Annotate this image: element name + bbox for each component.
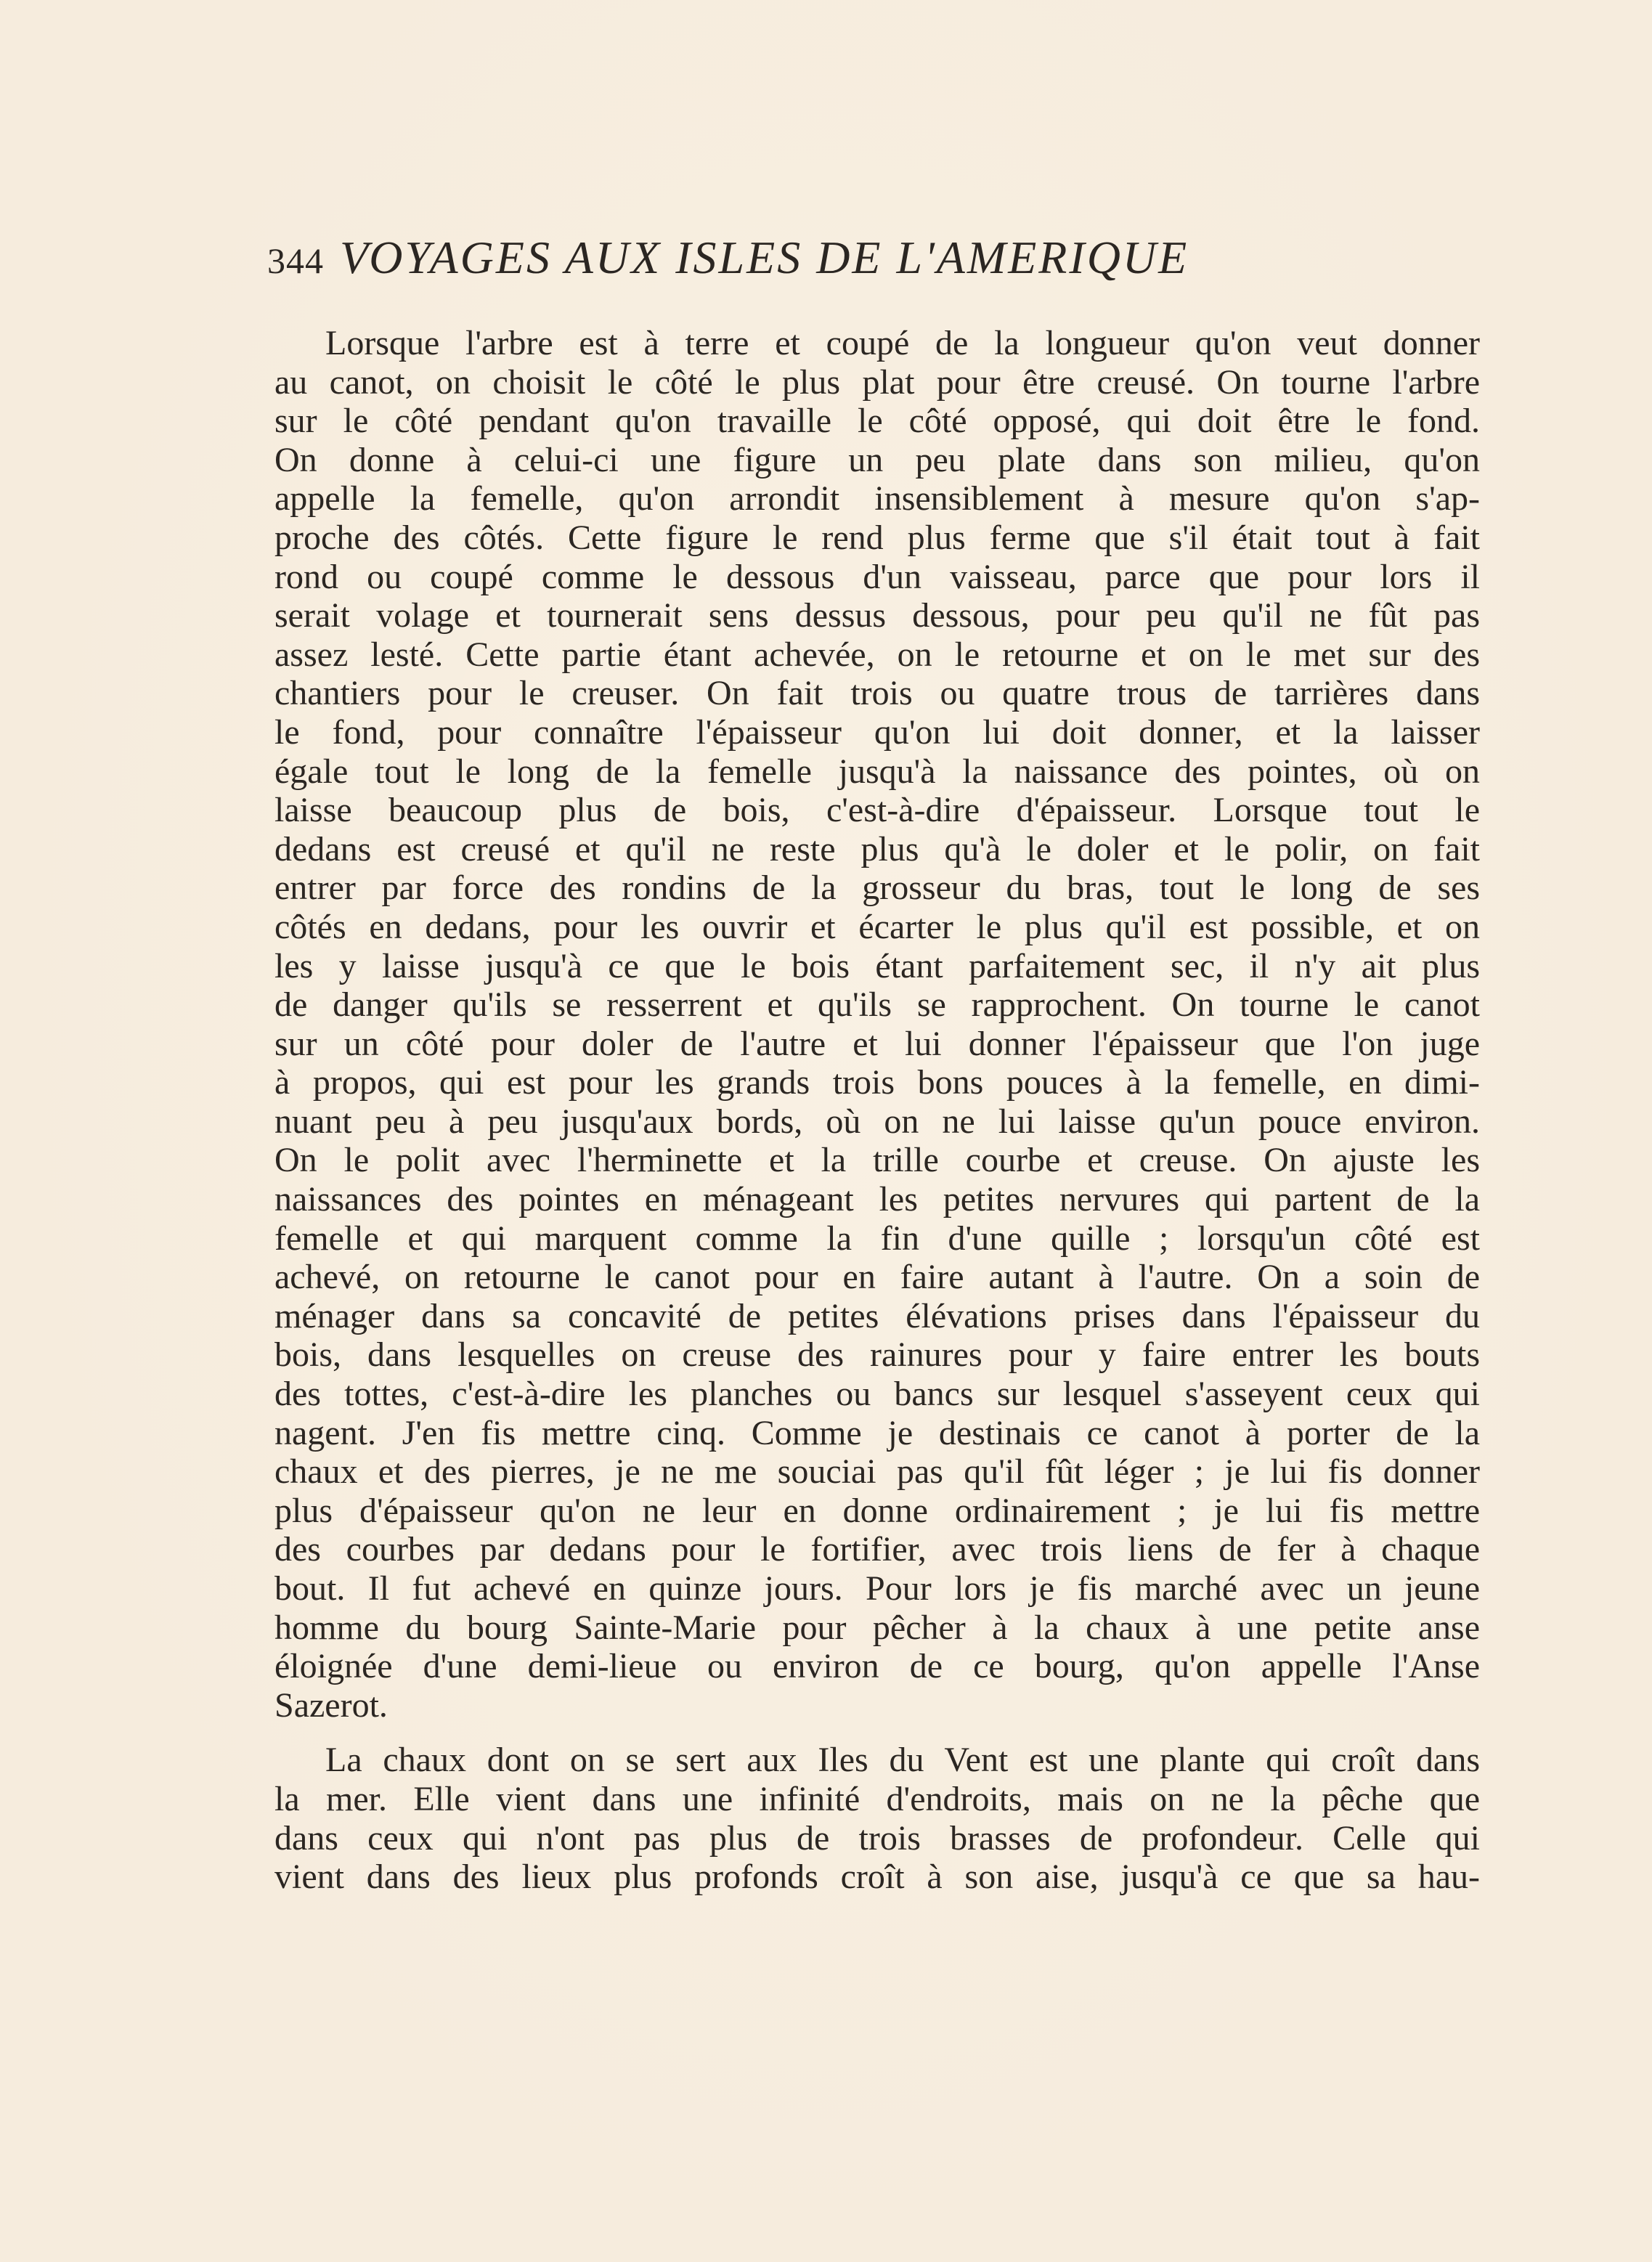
text-line: entrer par force des rondins de la grosseur du bras, tout le long de ses bbox=[274, 868, 1480, 908]
text-line: On donne à celui-ci une figure un peu plate dans son milieu, qu'on bbox=[274, 440, 1480, 479]
text-line: proche des côtés. Cette figure le rend plus ferme que s'il était tout à fait bbox=[274, 518, 1480, 557]
text-line: homme du bourg Sainte-Marie pour pêcher à la chaux à une petite anse bbox=[274, 1608, 1480, 1647]
paragraph-gap bbox=[274, 1725, 1480, 1741]
text-line: à propos, qui est pour les grands trois bons pouces à la femelle, en dimi- bbox=[274, 1063, 1480, 1102]
text-line: Sazerot. bbox=[274, 1685, 388, 1725]
text-line: côtés en dedans, pour les ouvrir et écarter le plus qu'il est possible, et on bbox=[274, 907, 1480, 946]
body-text bbox=[274, 324, 1480, 1897]
text-line: nagent. J'en fis mettre cinq. Comme je destinais ce canot à porter de la bbox=[274, 1413, 1480, 1452]
text-line: La chaux dont on se sert aux Iles du Vent est une plante qui croît dans bbox=[325, 1741, 1480, 1780]
page-number: 344 bbox=[267, 240, 324, 281]
text-line: sur un côté pour doler de l'autre et lui donner l'épaisseur que l'on juge bbox=[274, 1024, 1480, 1063]
text-line: au canot, on choisit le côté le plus plat pour être creusé. On tourne l'arbre bbox=[274, 362, 1480, 402]
text-line: dedans est creusé et qu'il ne reste plus qu'à le doler et le polir, on fait bbox=[274, 829, 1480, 868]
text-line: la mer. Elle vient dans une infinité d'endroits, mais on ne la pêche que bbox=[274, 1779, 1480, 1818]
text-line: ménager dans sa concavité de petites élévations prises dans l'épaisseur du bbox=[274, 1296, 1480, 1335]
paragraph-1 bbox=[274, 324, 1480, 1725]
text-line: chaux et des pierres, je ne me souciai pas qu'il fût léger ; je lui fis donner bbox=[274, 1452, 1480, 1492]
text-line: de danger qu'ils se resserrent et qu'ils se rapprochent. On tourne le canot bbox=[274, 985, 1480, 1025]
text-line: dans ceux qui n'ont pas plus de trois brasses de profondeur. Celle qui bbox=[274, 1818, 1480, 1858]
text-line: bois, dans lesquelles on creuse des rainures pour y faire entrer les bouts bbox=[274, 1335, 1480, 1375]
text-line: appelle la femelle, qu'on arrondit insensiblement à mesure qu'on s'ap- bbox=[274, 479, 1480, 518]
text-line: assez lesté. Cette partie étant achevée, on le retourne et on le met sur des bbox=[274, 635, 1480, 674]
text-line: éloignée d'une demi-lieue ou environ de ce bourg, qu'on appelle l'Anse bbox=[274, 1647, 1480, 1686]
text-line: serait volage et tournerait sens dessus dessous, pour peu qu'il ne fût pas bbox=[274, 596, 1480, 635]
running-title: VOYAGES AUX ISLES DE L'AMERIQUE bbox=[340, 232, 1189, 283]
text-line: Lorsque l'arbre est à terre et coupé de la longueur qu'on veut donner bbox=[325, 324, 1480, 362]
paragraph-2 bbox=[274, 1741, 1480, 1896]
text-line: les y laisse jusqu'à ce que le bois étant parfaitement sec, il n'y ait plus bbox=[274, 946, 1480, 985]
text-line: des tottes, c'est-à-dire les planches ou bancs sur lesquel s'asseyent ceux qui bbox=[274, 1375, 1480, 1414]
text-line: plus d'épaisseur qu'on ne leur en donne ordinairement ; je lui fis mettre bbox=[274, 1491, 1480, 1530]
text-line: le fond, pour connaître l'épaisseur qu'on lui doit donner, et la laisser bbox=[274, 712, 1480, 752]
text-line: rond ou coupé comme le dessous d'un vaisseau, parce que pour lors il bbox=[274, 557, 1480, 596]
text-line: chantiers pour le creuser. On fait trois ou quatre trous de tarrières dans bbox=[274, 674, 1480, 713]
text-line: laisse beaucoup plus de bois, c'est-à-dire d'épaisseur. Lorsque tout le bbox=[274, 791, 1480, 830]
text-line: bout. Il fut achevé en quinze jours. Pour lors je fis marché avec un jeune bbox=[274, 1569, 1480, 1608]
text-line: nuant peu à peu jusqu'aux bords, où on ne lui laisse qu'un pouce environ. bbox=[274, 1102, 1480, 1141]
text-line: On le polit avec l'herminette et la trille courbe et creuse. On ajuste les bbox=[274, 1141, 1480, 1180]
text-line: femelle et qui marquent comme la fin d'une quille ; lorsqu'un côté est bbox=[274, 1219, 1480, 1258]
text-line: vient dans des lieux plus profonds croît à son aise, jusqu'à ce que sa hau- bbox=[274, 1858, 1480, 1897]
text-line: des courbes par dedans pour le fortifier, avec trois liens de fer à chaque bbox=[274, 1530, 1480, 1569]
page-header bbox=[267, 231, 1502, 285]
text-line: naissances des pointes en ménageant les petites nervures qui partent de la bbox=[274, 1180, 1480, 1219]
text-line: achevé, on retourne le canot pour en faire autant à l'autre. On a soin de bbox=[274, 1258, 1480, 1297]
text-line: sur le côté pendant qu'on travaille le côté opposé, qui doit être le fond. bbox=[274, 402, 1480, 441]
text-line: égale tout le long de la femelle jusqu'à la naissance des pointes, où on bbox=[274, 752, 1480, 791]
